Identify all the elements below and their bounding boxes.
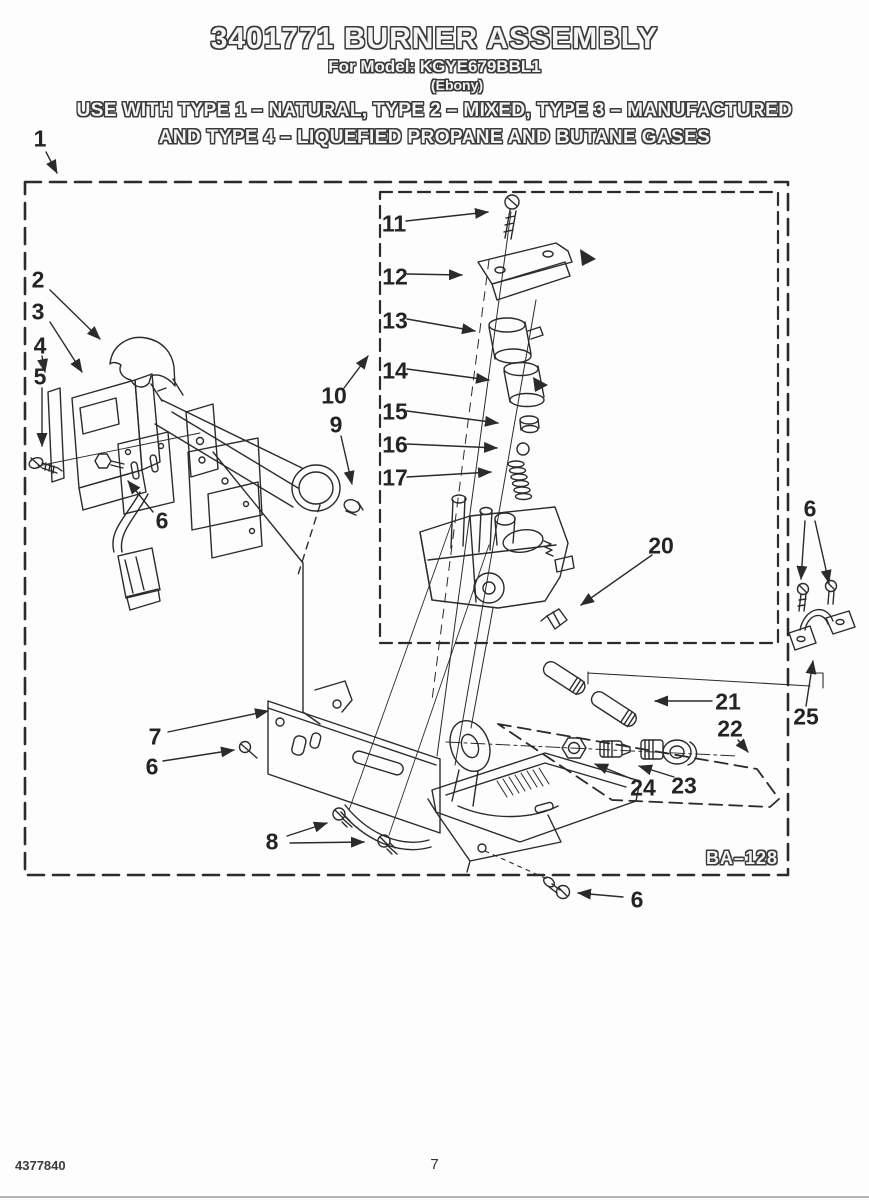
- callout-label-6: 6: [155, 507, 169, 534]
- callout-label-25: 25: [793, 703, 819, 730]
- callout-label-3: 3: [31, 298, 45, 325]
- callout-label-23: 23: [671, 772, 697, 799]
- callout-label-20: 20: [648, 532, 674, 559]
- callout-label-9: 9: [329, 411, 343, 438]
- callout-label-6: 6: [803, 495, 817, 522]
- callout-label-6: 6: [630, 886, 644, 913]
- callout-label-11: 11: [381, 210, 407, 237]
- callout-label-22: 22: [717, 715, 743, 742]
- bottom-rule: [0, 1196, 869, 1198]
- callout-label-24: 24: [630, 774, 656, 801]
- callout-label-21: 21: [715, 688, 741, 715]
- footer-page-number: 7: [430, 1156, 439, 1173]
- callout-label-8: 8: [265, 828, 279, 855]
- model-line: For Model: KGYE679BBL1: [328, 57, 541, 76]
- callout-label-13: 13: [382, 307, 408, 334]
- callout-label-4: 4: [33, 332, 47, 359]
- page-title: 3401771 BURNER ASSEMBLY: [210, 22, 659, 55]
- callout-label-12: 12: [382, 263, 408, 290]
- usage-line-1: USE WITH TYPE 1 – NATURAL, TYPE 2 – MIXED, TYPE 3 – MANUFACTURED: [76, 100, 793, 121]
- callout-label-6: 6: [145, 753, 159, 780]
- callout-label-16: 16: [382, 431, 408, 458]
- callout-label-5: 5: [33, 363, 47, 390]
- callout-label-15: 15: [382, 398, 408, 425]
- diagram-code: BA–128: [706, 848, 779, 868]
- callout-label-2: 2: [31, 266, 45, 293]
- usage-line-2: AND TYPE 4 – LIQUEFIED PROPANE AND BUTANE GASES: [158, 127, 711, 148]
- callout-label-7: 7: [148, 723, 162, 750]
- color-line: (Ebony): [430, 77, 484, 93]
- callout-label-14: 14: [382, 357, 408, 384]
- callout-label-10: 10: [321, 382, 347, 409]
- callout-label-1: 1: [33, 125, 47, 152]
- callout-label-17: 17: [382, 464, 408, 491]
- footer-part-number: 4377840: [15, 1158, 66, 1173]
